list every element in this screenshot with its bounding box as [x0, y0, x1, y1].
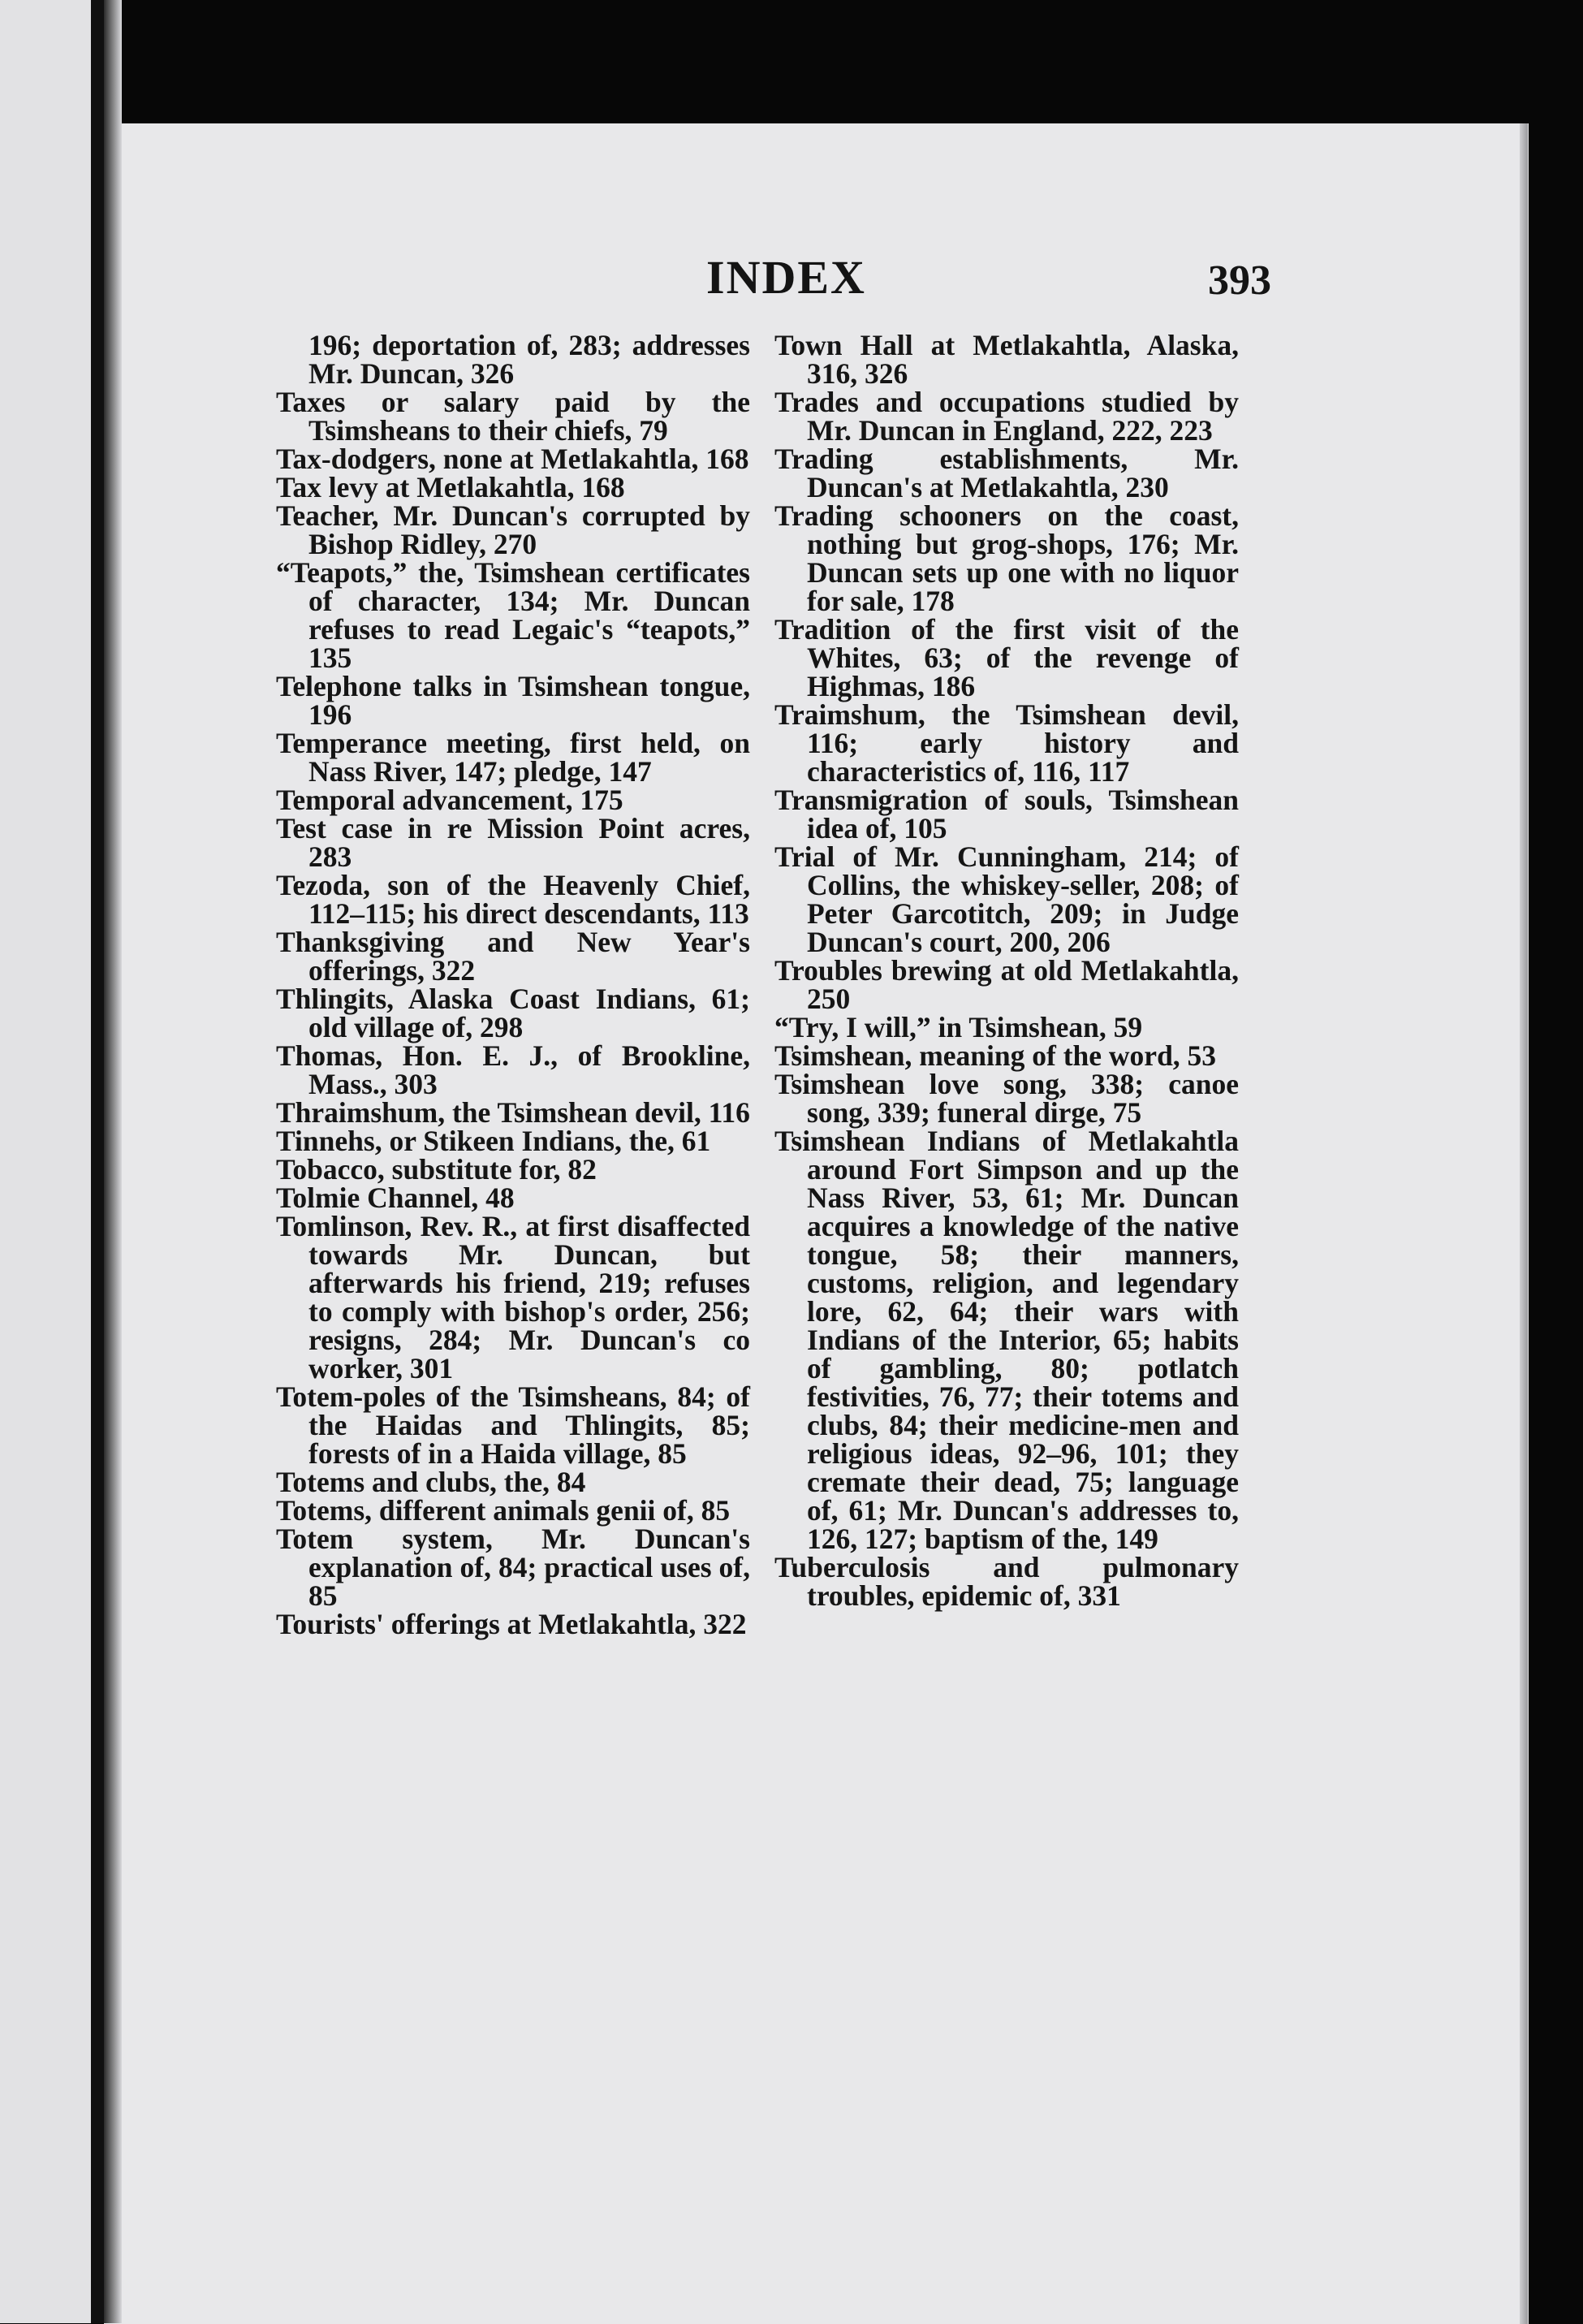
gutter-shadow — [104, 0, 122, 2323]
page-number: 393 — [1208, 257, 1271, 304]
index-entry: 196; deportation of, 283; addresses Mr. Duncan, 326 — [308, 329, 750, 390]
facing-page-edge — [0, 0, 91, 2323]
index-entry: Thraimshum, the Tsimshean devil, 116 — [276, 1096, 750, 1129]
index-entry: Tezoda, son of the Heavenly Chief, 112–115; his direct descendants, 113 — [276, 869, 750, 930]
index-entry: Town Hall at Metlakahtla, Alaska, 316, 326 — [774, 329, 1239, 390]
index-entry: Tsimshean love song, 338; canoe song, 339; funeral dirge, 75 — [774, 1068, 1239, 1129]
page-fore-edge — [1520, 123, 1528, 2324]
index-entry: Totem system, Mr. Duncan's explanation of, 84; practical uses of, 85 — [276, 1523, 750, 1612]
index-entry: Tax levy at Metlakahtla, 168 — [276, 471, 625, 503]
index-entry: Traimshum, the Tsimshean devil, 116; early history and characteristics of, 116, 117 — [774, 698, 1239, 788]
index-entry: Temporal advancement, 175 — [276, 784, 623, 816]
index-entry: Totems and clubs, the, 84 — [276, 1466, 586, 1498]
index-entry: Trading establishments, Mr. Duncan's at Metlakahtla, 230 — [774, 443, 1239, 503]
index-entry: Tsimshean Indians of Metlakahtla around Fort Simpson and up the Nass River, 53, 61; Mr. Duncan acquires a knowledge of the native tongue, 58; their manners, customs, religion, and legendary lore, 62, 64; their wars with Indians of the Interior, 65; habits of gambling, 80; potlatch festivities, 76, 77; their totems and clubs, 84; their medicine-men and religious ideas, 92–96, 101; they cremate their dead, 75; language of, 61; Mr. Duncan's addresses to, 126, 127; baptism of the, 149 — [774, 1125, 1239, 1555]
index-entry: Telephone talks in Tsimshean tongue, 196 — [276, 670, 750, 731]
index-entry: Thomas, Hon. E. J., of Brookline, Mass., 303 — [276, 1039, 750, 1100]
index-entry: Trades and occupations studied by Mr. Duncan in England, 222, 223 — [774, 386, 1239, 447]
index-entry: Tuberculosis and pulmonary troubles, epidemic of, 331 — [774, 1551, 1239, 1612]
running-head-title: INDEX — [706, 251, 866, 304]
index-entry: Tolmie Channel, 48 — [276, 1181, 515, 1214]
index-column-right — [774, 331, 1239, 1610]
index-entry: “Teapots,” the, Tsimshean certificates of character, 134; Mr. Duncan refuses to read Legaic's “teapots,” 135 — [276, 556, 750, 674]
index-entry: Taxes or salary paid by the Tsimsheans to their chiefs, 79 — [276, 386, 750, 447]
index-entry: Tomlinson, Rev. R., at first disaffected towards Mr. Duncan, but afterwards his friend, 219; refuses to comply with bishop's order, 256; resigns, 284; Mr. Duncan's co worker, 301 — [276, 1210, 750, 1384]
index-entry: Totems, different animals genii of, 85 — [276, 1494, 731, 1527]
index-entry: Tourists' offerings at Metlakahtla, 322 — [276, 1608, 747, 1640]
index-entry: Thanksgiving and New Year's offerings, 322 — [276, 926, 750, 987]
index-entry: Tsimshean, meaning of the word, 53 — [774, 1039, 1217, 1072]
index-entry: Trial of Mr. Cunningham, 214; of Collins, the whiskey-seller, 208; of Peter Garcotitch, 209; in Judge Duncan's court, 200, 206 — [774, 840, 1239, 958]
index-entry: Tradition of the first visit of the Whites, 63; of the revenge of Highmas, 186 — [774, 613, 1239, 702]
index-entry: Temperance meeting, first held, on Nass River, 147; pledge, 147 — [276, 727, 750, 788]
index-entry: Tinnehs, or Stikeen Indians, the, 61 — [276, 1125, 711, 1157]
index-entry: Totem-poles of the Tsimsheans, 84; of the Haidas and Thlingits, 85; forests of in a Haida village, 85 — [276, 1380, 750, 1470]
index-entry: Tax-dodgers, none at Metlakahtla, 168 — [276, 443, 749, 475]
index-entry: Tobacco, substitute for, 82 — [276, 1153, 597, 1186]
book-gutter — [91, 0, 104, 2323]
index-entry: Thlingits, Alaska Coast Indians, 61; old village of, 298 — [276, 983, 750, 1043]
index-entry: Trading schooners on the coast, nothing but grog-shops, 176; Mr. Duncan sets up one with no liquor for sale, 178 — [774, 499, 1239, 617]
index-entry: “Try, I will,” in Tsimshean, 59 — [774, 1011, 1143, 1043]
index-column-left — [276, 331, 750, 1639]
index-entry: Troubles brewing at old Metlakahtla, 250 — [774, 954, 1239, 1015]
index-entry: Teacher, Mr. Duncan's corrupted by Bishop Ridley, 270 — [276, 499, 750, 560]
index-entry: Test case in re Mission Point acres, 283 — [276, 812, 750, 873]
index-entry: Transmigration of souls, Tsimshean idea of, 105 — [774, 784, 1239, 845]
